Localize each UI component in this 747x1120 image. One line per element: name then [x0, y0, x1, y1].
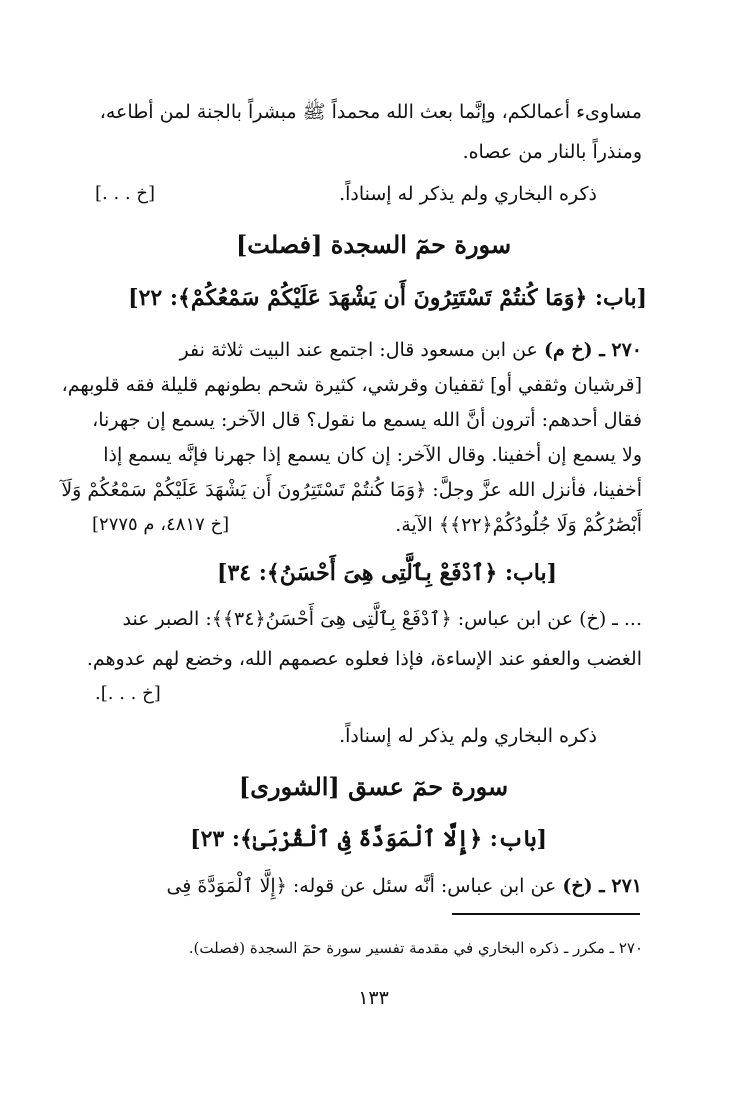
athar-line: الغضب والعفو عند الإساءة، فإذا فعلوه عصمهم الله، وخضع لهم عدوهم. [86, 648, 642, 670]
hadith-number: ٢٧٠ ـ (خ م) [543, 339, 642, 361]
hadith-text: عن ابن مسعود قال: اجتمع عند البيت ثلاثة نفر [179, 339, 538, 361]
hadith-first-line [166, 872, 642, 900]
athar-line: ... ـ (خ) عن ابن عباس: ﴿ٱدْفَعْ بِٱلَّتِى هِىَ أَحْسَنُ﴿٣٤﴾﴾: الصبر عند [122, 608, 642, 630]
bukhari-note: ذكره البخاري ولم يذكر له إسناداً. [339, 183, 597, 205]
hadith-number: ٢٧١ ـ (خ) [562, 875, 642, 897]
source-reference: [خ . . .]. [95, 683, 161, 704]
source-reference: [خ . . .] [95, 183, 155, 204]
source-reference: [خ ٤٨١٧، م ٢٧٧٥] [92, 514, 230, 535]
hadith-line: أَبْصَٰرُكُمْ وَلَا جُلُودُكُمْ﴿٢٢﴾﴾ الآية. [395, 514, 642, 536]
chapter-heading: [باب: ﴿إِلَّا ٱلْمَوَدَّةَ فِى ٱلْقُرْبَىٰ﴾: ٢٣] [190, 826, 547, 852]
hadith-line: [قرشيان وثقفي أو] ثقفيان وقرشي، كثيرة شحم بطونهم قليلة فقه قلوبهم، [61, 374, 642, 396]
chapter-heading: [باب: ﴿ٱدْفَعْ بِٱلَّتِى هِىَ أَحْسَنُ﴾: ٣٤] [217, 560, 557, 586]
page-number: ١٣٣ [358, 987, 389, 1009]
hadith-text: عن ابن عباس: أنَّه سئل عن قوله: ﴿إِلَّا ٱلْمَوَدَّةَ فِى [166, 875, 557, 897]
bukhari-note: ذكره البخاري ولم يذكر له إسناداً. [339, 725, 597, 747]
paragraph-line: مساوىء أعمالكم، وإنَّما بعث الله محمداً ﷺ مبشراً بالجنة لمن أطاعه، [99, 101, 642, 123]
chapter-heading: [باب: ﴿وَمَا كُنتُمْ تَسْتَتِرُونَ أَن يَشْهَدَ عَلَيْكُمْ سَمْعُكُمْ﴾: ٢٢] [128, 285, 647, 311]
hadith-line: فقال أحدهم: أترون أنَّ الله يسمع ما نقول؟ قال الآخر: يسمع إن جهرنا، [92, 409, 642, 431]
surah-heading: سورة حمٓ السجدة [فصلت] [235, 230, 512, 259]
hadith-line: ولا يسمع إن أخفينا. وقال الآخر: إن كان يسمع إذا جهرنا فإنَّه يسمع إذا [103, 444, 642, 466]
footnote-divider [452, 913, 640, 915]
footnote: ٢٧٠ ـ مكرر ـ ذكره البخاري في مقدمة تفسير سورة حمٓ السجدة (فصلت). [188, 939, 643, 957]
hadith-first-line [180, 336, 642, 364]
paragraph-line: ومنذراً بالنار من عصاه. [462, 141, 642, 163]
hadith-line: أخفينا، فأنزل الله عزَّ وجلَّ: ﴿وَمَا كُنتُمْ تَسْتَتِرُونَ أَن يَشْهَدَ عَلَيْكُمْ سَمْعُكُمْ وَلَآ [61, 479, 642, 501]
surah-heading: سورة حمٓ عسق [الشورى] [238, 772, 509, 801]
